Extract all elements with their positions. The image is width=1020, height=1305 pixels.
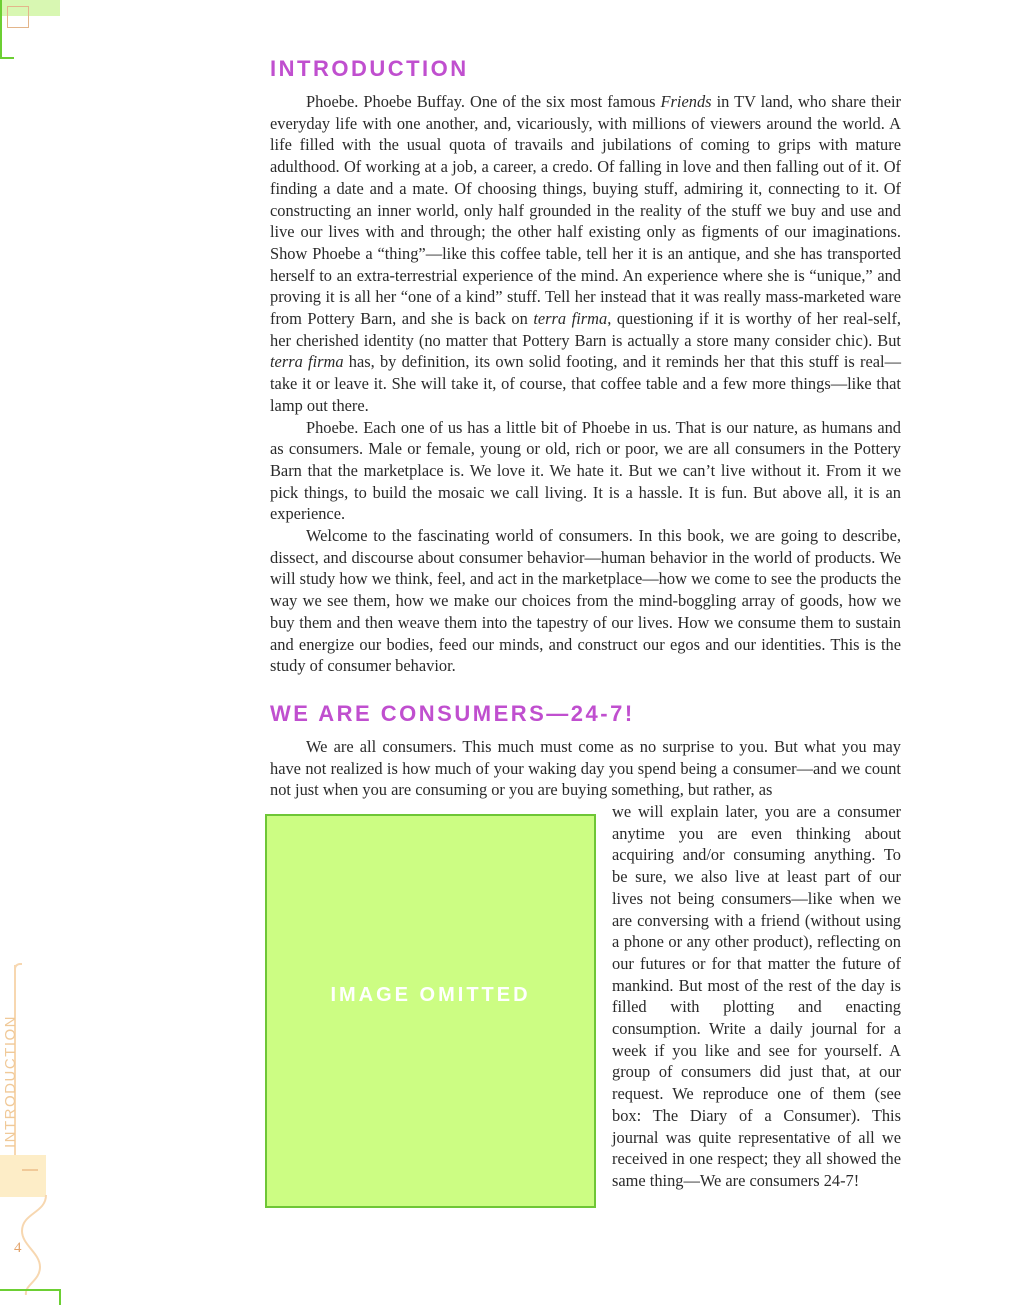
page-number: 4 — [14, 1240, 22, 1256]
section-heading-introduction: INTRODUCTION — [270, 56, 469, 81]
corner-line — [0, 0, 2, 58]
text-run: Phoebe. Phoebe Buffay. One of the six most famous — [306, 92, 661, 111]
chapter-label: INTRODUCTION — [2, 1015, 19, 1148]
text-run: has, by definition, its own solid footing, and it reminds her that this stuff is real—take it or leave it. She will take it, of course, that coffee table and a few more things—like that lamp out there. — [270, 352, 901, 415]
intro-paragraph-1 — [270, 91, 901, 417]
consumers-paragraph-1: We are all consumers. This much must come as no surprise to you. But what you may have not realized is how much of your waking day you spend being a consumer—and we count not just when you are consuming or you are buying something, but rather, as — [270, 737, 901, 800]
figure-placeholder — [265, 814, 596, 1208]
corner-square-icon — [7, 6, 29, 28]
consumers-body-narrow — [612, 801, 901, 1192]
text-run: , questioning if it is worthy of her real-self, her cherished identity (no matter that Pottery Barn is actually a store many consider chic). But — [270, 309, 902, 350]
corner-line — [0, 1289, 60, 1291]
corner-line — [59, 1289, 61, 1305]
consumers-body-wide — [270, 736, 901, 801]
margin-scroll-icon — [0, 1195, 50, 1295]
italic-run: terra firma — [533, 309, 608, 329]
consumers-paragraph-1-cont: we will explain later, you are a consumer anytime you are even thinking about acquiring and/or consuming anything. To be sure, we also live at least part of our lives not being consumers—like when we are conversing with a friend (without using a phone or any other product), reflecting on our futures or for that matter the future of mankind. But most of the rest of the day is filled with plotting and enacting consumption. Write a daily journal for a week if you like and see for yourself. A group of consumers did just that, at our request. We reproduce one of them (see box: The Diary of a Consumer). This journal was quite representative of all we received in one respect; they all showed the same thing—We are consumers 24-7! — [612, 802, 901, 1190]
intro-paragraph-3: Welcome to the fascinating world of consumers. In this book, we are going to describe, dissect, and discourse about consumer behavior—human behavior in the world of products. We will study how we think, feel, and act in the marketplace—how we come to see the products the way we see them, how we make our choices from the mind-boggling array of goods, how we buy them and then weave them into the tapestry of our lives. How we consume them to sustain and energize our bodies, feed our minds, and construct our egos and our identities. This is the study of consumer behavior. — [270, 526, 901, 676]
intro-body — [270, 91, 901, 677]
figure-label: IMAGE OMITTED — [330, 984, 531, 1006]
italic-run: Friends — [660, 92, 712, 111]
tab-mark — [22, 1169, 38, 1171]
intro-paragraph-2: Phoebe. Each one of us has a little bit of Phoebe in us. That is our nature, as humans and as consumers. Male or female, young or old, rich or poor, we are all consumers in the Pottery Barn that the marketplace is. We love it. We hate it. But we can’t live without it. From it we pick things, to build the mosaic we call living. It is a hassle. It is fun. But above all, it is an experience. — [270, 417, 901, 524]
chapter-tab — [0, 1155, 46, 1197]
italic-run: terra firma — [270, 352, 344, 372]
corner-line — [0, 57, 14, 59]
section-heading-consumers: WE ARE CONSUMERS—24-7! — [270, 701, 635, 726]
text-run: in TV land, who share their everyday life with one another, and, vicariously, with millions of viewers around the world. A life filled with the usual quota of travails and jubilations of coming to grips with mature adulthood. Of working at a job, a career, a credo. Of falling in love and then falling out of it. Of finding a date and a mate. Of choosing things, buying stuff, admiring it, connecting to it. Of constructing an inner world, only half grounded in the reality of the stuff we buy and use and live our lives with and through; the other half existing only as figments of our imaginations. Show Phoebe a “thing”—like this coffee table, tell her it is an antique, and she has transported herself to an extra-terrestrial experience of the mind. An experience where she is “unique,” and proving it is all her “one of a kind” stuff. Tell her instead that it was really mass-marketed ware from Pottery Barn, and she is back on — [270, 92, 901, 329]
